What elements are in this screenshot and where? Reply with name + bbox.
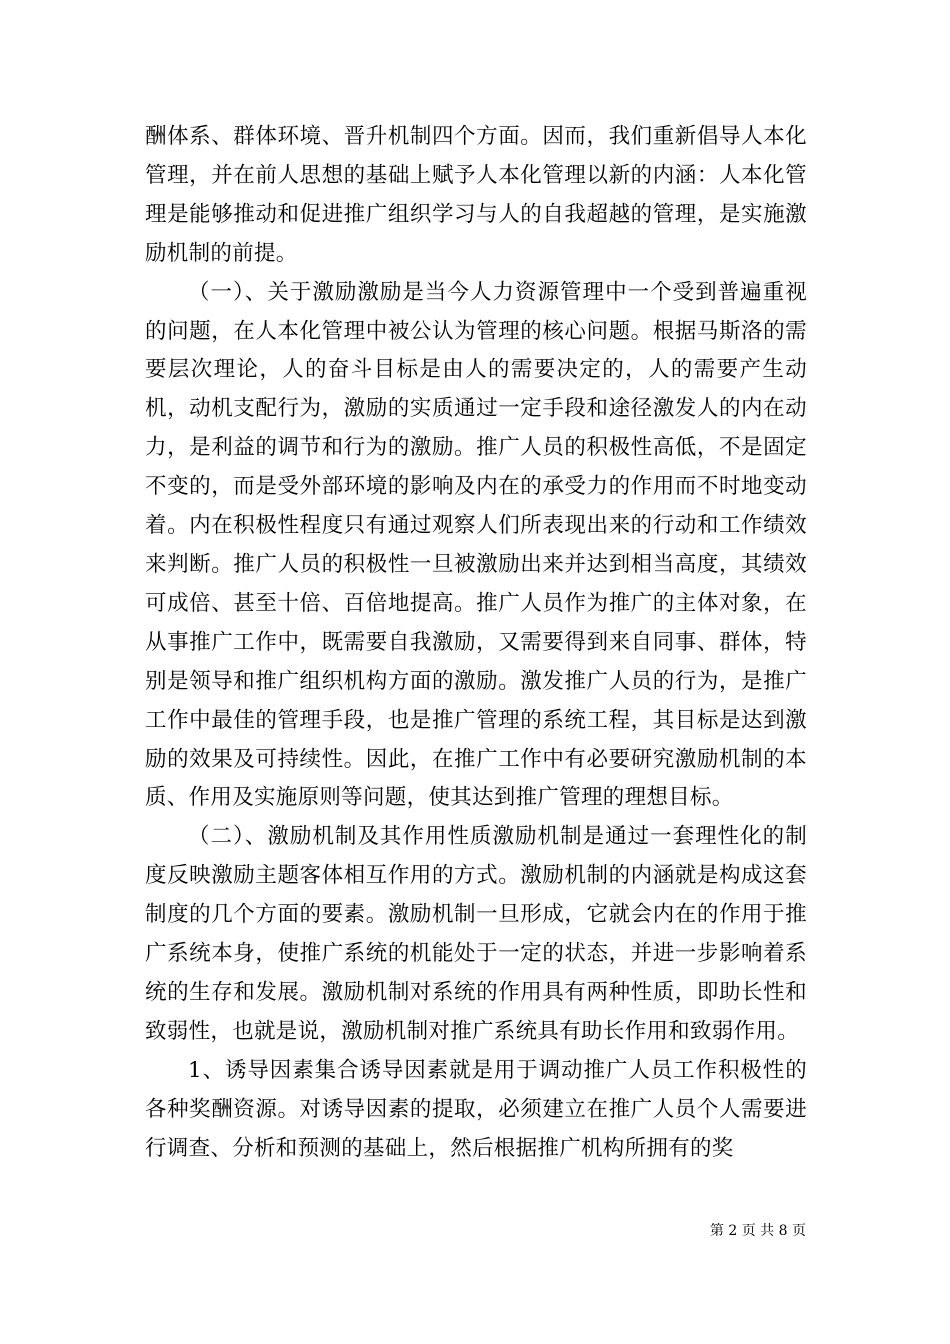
document-body	[145, 118, 807, 1168]
paragraph-4: 1、诱导因素集合诱导因素就是用于调动推广人员工作积极性的各种奖酬资源。对诱导因素的提取，必须建立在推广人员个人需要进行调查、分析和预测的基础上，然后根据推广机构所拥有的奖	[145, 1057, 807, 1161]
paragraph-1: 酬体系、群体环境、晋升机制四个方面。因而，我们重新倡导人本化管理，并在前人思想的基础上赋予人本化管理以新的内涵：人本化管理是能够推动和促进推广组织学习与人的自我超越的管理，是实施激励机制的前提。	[145, 124, 807, 266]
paragraph-3: （二）、激励机制及其作用性质激励机制是通过一套理性化的制度反映激励主题客体相互作用的方式。激励机制的内涵就是构成这套制度的几个方面的要素。激励机制一旦形成，它就会内在的作用于推广系统本身，使推广系统的机能处于一定的状态，并进一步影响着系统的生存和发展。激励机制对系统的作用具有两种性质，即助长性和致弱性，也就是说，激励机制对推广系统具有助长作用和致弱作用。	[145, 824, 807, 1044]
page-number: 第 2 页 共 8 页	[709, 1223, 806, 1239]
paragraph-2: （一）、关于激励激励是当今人力资源管理中一个受到普遍重视的问题，在人本化管理中被公认为管理的核心问题。根据马斯洛的需要层次理论，人的奋斗目标是由人的需要决定的，人的需要产生动机，动机支配行为，激励的实质通过一定手段和途径激发人的内在动力，是利益的调节和行为的激励。推广人员的积极性高低，不是固定不变的，而是受外部环境的影响及内在的承受力的作用而不时地变动着。内在积极性程度只有通过观察人们所表现出来的行动和工作绩效来判断。推广人员的积极性一旦被激励出来并达到相当高度，其绩效可成倍、甚至十倍、百倍地提高。推广人员作为推广的主体对象，在从事推广工作中，既需要自我激励，又需要得到来自同事、群体，特别是领导和推广组织机构方面的激励。激发推广人员的行为，是推广工作中最佳的管理手段，也是推广管理的系统工程，其目标是达到激励的效果及可持续性。因此，在推广工作中有必要研究激励机制的本质、作用及实施原则等问题，使其达到推广管理的理想目标。	[145, 279, 807, 811]
